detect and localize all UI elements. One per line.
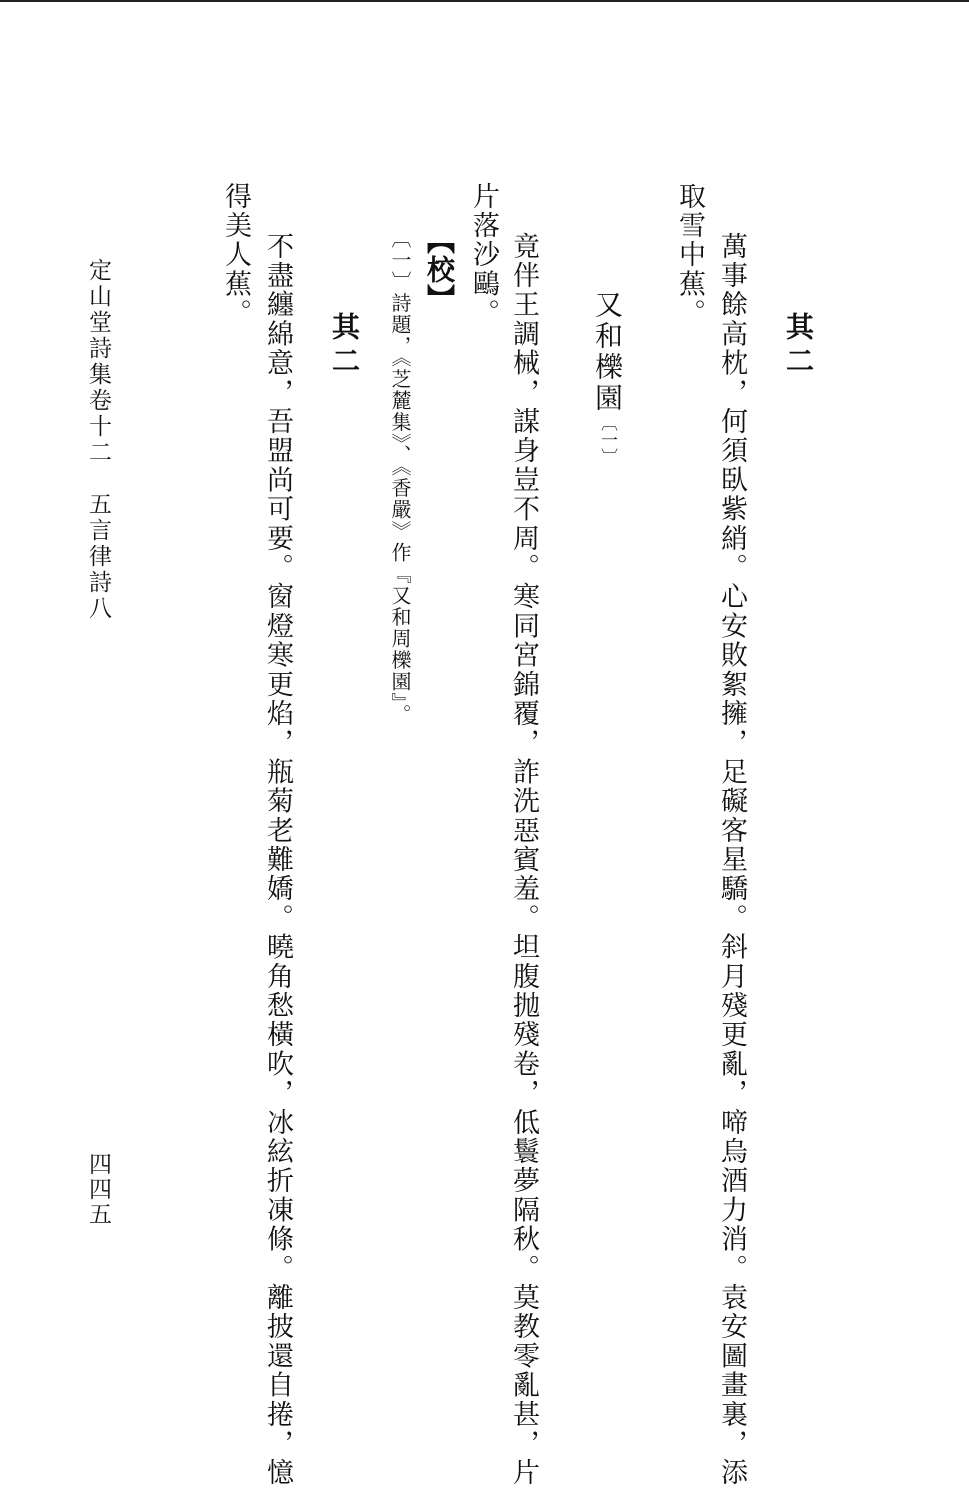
- collation-heading: 【校】: [423, 226, 456, 313]
- poem-2-title-block: [591, 290, 624, 465]
- poem-2-line-1: 竟伴王調械，謀身豈不周。寒同宮錦覆，詐洗惡賓羞。坦腹抛殘卷，低鬟夢隔秋。莫教零亂甚，片: [508, 232, 539, 1488]
- poem-3-line-1: 不盡纏綿意，吾盟尚可要。窗燈寒更焰，瓶菊老難嬌。曉角愁橫吹，冰絃折凍條。離披還自捲，憶: [262, 232, 293, 1488]
- running-footer-book-title: 定山堂詩集卷十二 五言律詩八: [85, 258, 111, 622]
- poem-2-title: 又和櫟園: [591, 290, 624, 414]
- poem-1-line-2: 取雪中蕉。: [674, 182, 705, 328]
- section-heading-2: 其二: [328, 312, 361, 380]
- top-border-line: [0, 0, 969, 2]
- poem-3-line-2: 得美人蕉。: [220, 182, 251, 328]
- section-heading-1: 其二: [782, 312, 815, 380]
- page-number: 四四五: [85, 1152, 111, 1227]
- poem-2-line-2: 片落沙鷗。: [468, 182, 499, 328]
- poem-2-title-note-marker: 〔一〕: [597, 414, 617, 465]
- poem-1-line-1: 萬事餘高枕，何須臥紫綃。心安敗絮擁，足礙客星驕。斜月殘更亂，啼烏酒力消。袁安圖畫裏，添: [716, 232, 747, 1488]
- collation-note: 〔一〕詩題，《芝麓集》、《香嚴》作『又和周櫟園』。: [388, 228, 412, 726]
